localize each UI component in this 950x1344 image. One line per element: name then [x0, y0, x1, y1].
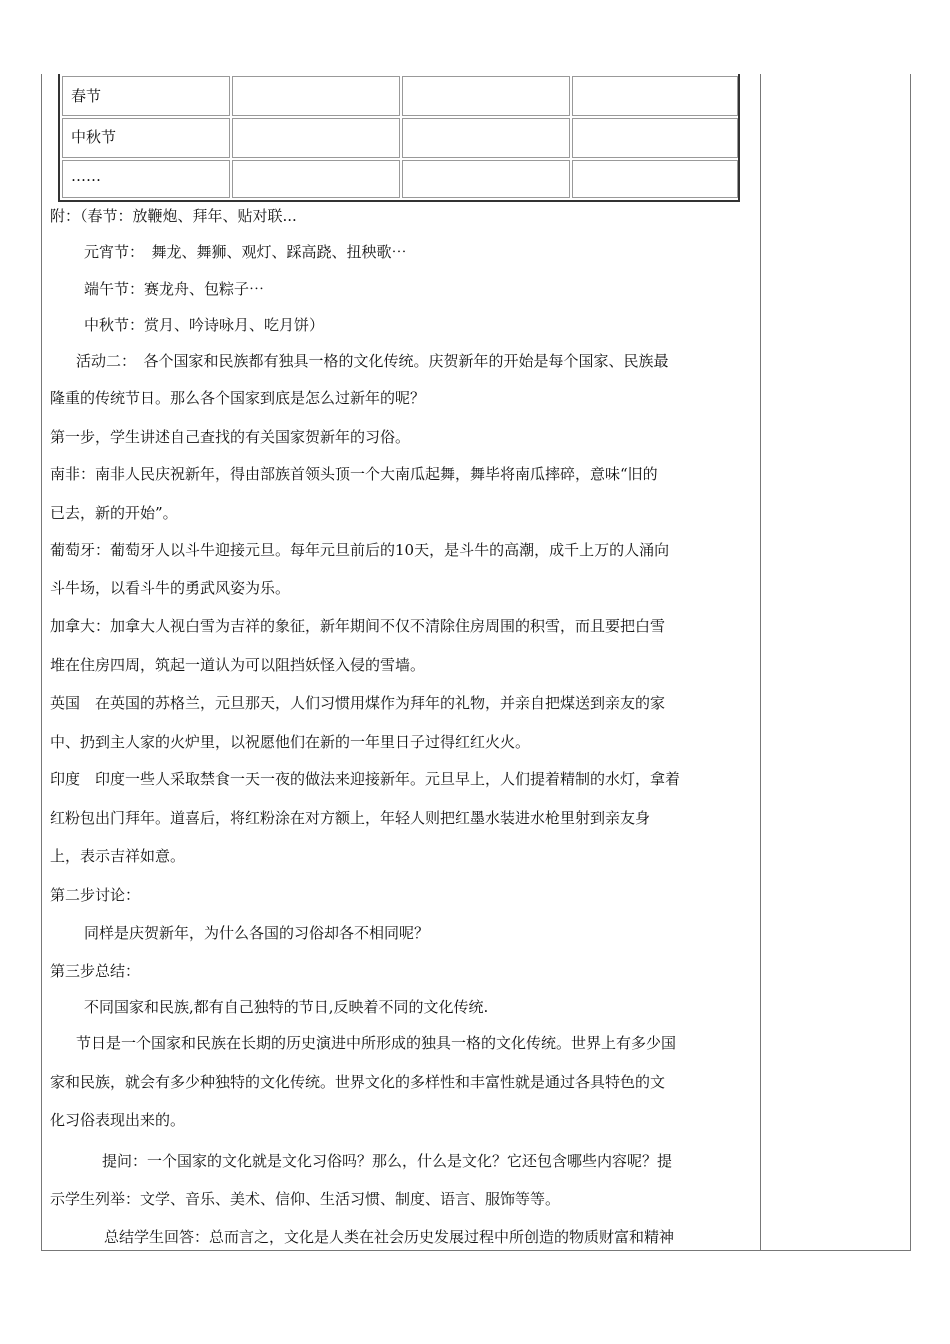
table-cell	[232, 76, 400, 116]
row-label-spring-festival: 春节	[71, 87, 102, 105]
text-line: 总结学生回答：总而言之，文化是人类在社会历史发展过程中所创造的物质财富和精神	[104, 1228, 675, 1246]
text-line: 已去，新的开始”。	[50, 504, 178, 522]
text-line: 南非：南非人民庆祝新年，得由部族首领头顶一个大南瓜起舞，舞毕将南瓜摔碎，意味“旧的	[50, 465, 658, 483]
text-line: 第一步，学生讲述自己查找的有关国家贺新年的习俗。	[50, 428, 411, 446]
table-cell	[232, 160, 400, 198]
text-line: 葡萄牙：葡萄牙人以斗牛迎接元旦。每年元旦前后的10天，是斗牛的高潮，成千上万的人涌向	[50, 541, 670, 559]
festival-table	[58, 74, 740, 202]
text-line: 印度 印度一些人采取禁食一天一夜的做法来迎接新年。元旦早上，人们提着精制的水灯，拿着	[50, 770, 681, 788]
table-cell	[572, 76, 738, 116]
text-line: 斗牛场，以看斗牛的勇武风姿为乐。	[50, 579, 291, 597]
text-line: 第三步总结：	[50, 962, 141, 980]
text-line: 加拿大：加拿大人视白雪为吉祥的象征，新年期间不仅不清除住房周围的积雪，而且要把白雪	[50, 617, 666, 635]
text-line: 第二步讨论：	[50, 886, 141, 904]
text-line: 英国 在英国的苏格兰，元旦那天，人们习惯用煤作为拜年的礼物，并亲自把煤送到亲友的家	[50, 694, 666, 712]
row-label-mid-autumn: 中秋节	[71, 128, 117, 146]
column-divider	[760, 74, 761, 1250]
text-line: 隆重的传统节日。那么各个国家到底是怎么过新年的呢？	[50, 389, 426, 407]
row-label-ellipsis: ……	[71, 167, 101, 185]
text-line: 堆在住房四周，筑起一道认为可以阻挡妖怪入侵的雪墙。	[50, 656, 426, 674]
text-line: 不同国家和民族,都有自己独特的节日,反映着不同的文化传统.	[84, 998, 489, 1016]
text-line: 同样是庆贺新年，为什么各国的习俗却各不相同呢？	[84, 924, 430, 942]
text-line: 活动二： 各个国家和民族都有独具一格的文化传统。庆贺新年的开始是每个国家、民族最	[76, 352, 669, 370]
table-cell	[402, 118, 570, 158]
text-line: 上，表示吉祥如意。	[50, 847, 186, 865]
text-line: 节日是一个国家和民族在长期的历史演进中所形成的独具一格的文化传统。世界上有多少国	[76, 1034, 677, 1052]
text-line: 提问：一个国家的文化就是文化习俗吗？那么，什么是文化？它还包含哪些内容呢？提	[102, 1152, 673, 1170]
text-line: 家和民族，就会有多少种独特的文化传统。世界文化的多样性和丰富性就是通过各具特色的文	[50, 1073, 666, 1091]
table-cell	[402, 76, 570, 116]
text-line: 附：（春节：放鞭炮、拜年、贴对联...	[50, 207, 297, 225]
text-line: 元宵节： 舞龙、舞狮、观灯、踩高跷、扭秧歌⋯	[84, 243, 407, 261]
text-line: 红粉包出门拜年。道喜后，将红粉涂在对方额上，年轻人则把红墨水装进水枪里射到亲友身	[50, 809, 651, 827]
text-line: 化习俗表现出来的。	[50, 1111, 186, 1129]
text-line: 中、扔到主人家的火炉里，以祝愿他们在新的一年里日子过得红红火火。	[50, 733, 531, 751]
text-line: 示学生列举：文学、音乐、美术、信仰、生活习惯、制度、语言、服饰等等。	[50, 1190, 561, 1208]
text-line: 端午节：赛龙舟、包粽子⋯	[84, 280, 265, 298]
table-cell	[232, 118, 400, 158]
text-line: 中秋节：赏月、吟诗咏月、吃月饼）	[84, 316, 325, 334]
table-cell	[402, 160, 570, 198]
table-cell	[572, 160, 738, 198]
table-cell	[572, 118, 738, 158]
